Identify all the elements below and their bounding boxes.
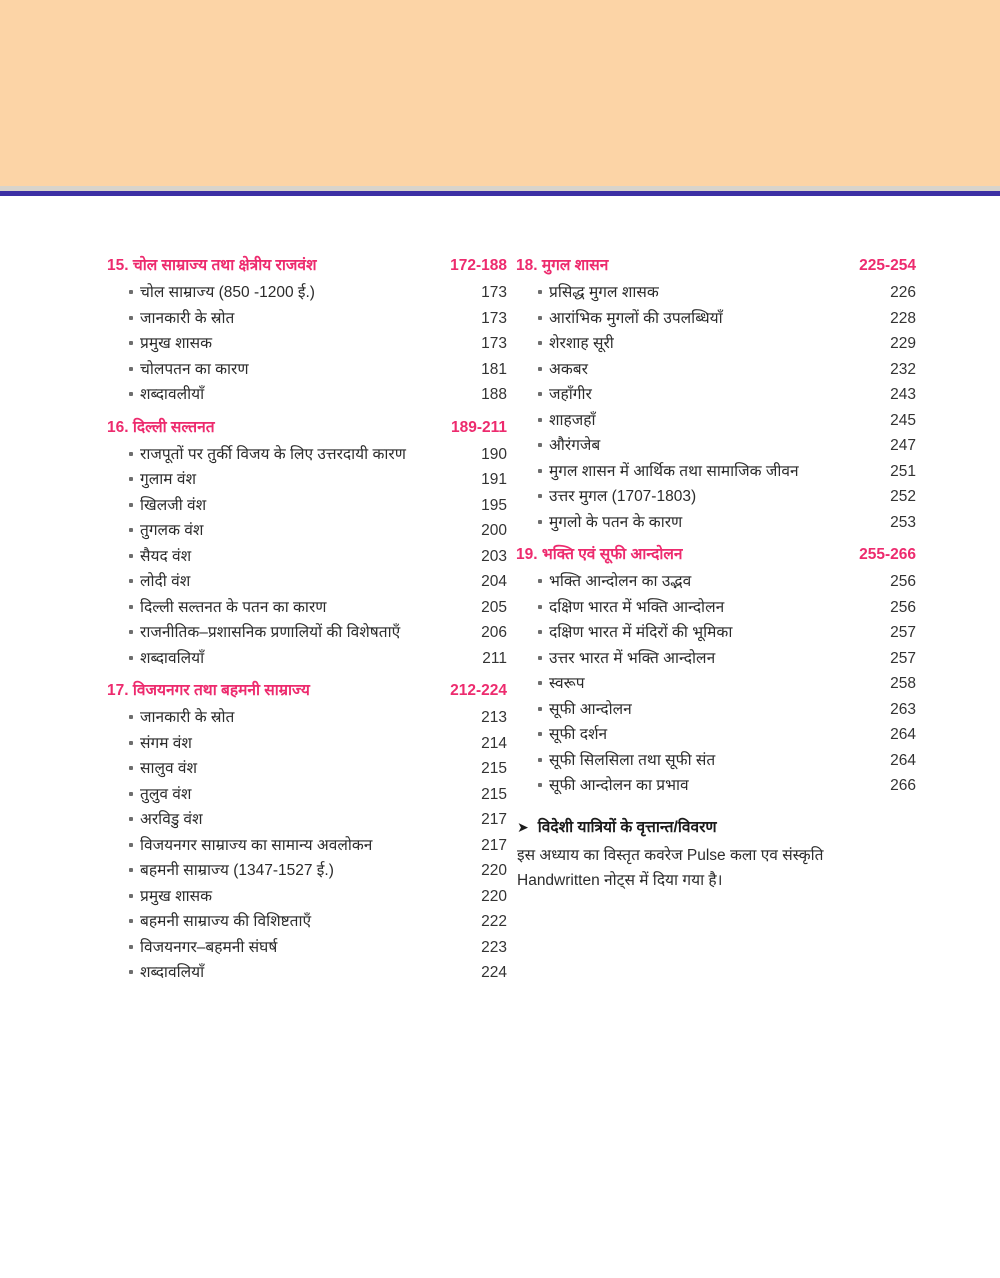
toc-entry-page: 232 — [890, 360, 916, 378]
section-title: 15. चोल साम्राज्य तथा क्षेत्रीय राजवंश — [107, 257, 317, 274]
toc-section — [107, 680, 507, 986]
toc-entry[interactable] — [107, 595, 507, 621]
toc-entry-label: संगम वंश — [140, 734, 192, 752]
toc-entry-label: प्रसिद्ध मुगल शासक — [549, 284, 659, 301]
toc-entry[interactable] — [107, 442, 507, 468]
toc-entry[interactable] — [516, 510, 916, 536]
toc-entry-page: 251 — [890, 462, 916, 480]
toc-entry-page: 181 — [481, 360, 507, 378]
toc-entry-page: 264 — [890, 751, 916, 769]
toc-entry-page: 214 — [481, 734, 507, 752]
bullet-icon — [129, 881, 140, 907]
toc-entry[interactable] — [107, 331, 507, 357]
toc-entry-page: 206 — [481, 624, 507, 641]
toc-entry-label: दक्षिण भारत में भक्ति आन्दोलन — [549, 598, 725, 616]
toc-entry-label: चोल साम्राज्य (850 -1200 ई.) — [140, 284, 315, 301]
toc-entry[interactable] — [107, 382, 507, 408]
toc-entry-label: सूफी आन्दोलन का प्रभाव — [549, 777, 689, 794]
toc-entry-page: 257 — [890, 649, 916, 667]
bullet-icon — [538, 617, 549, 643]
toc-entry-label: सैयद वंश — [140, 547, 192, 565]
toc-entry-label: चोलपतन का कारण — [140, 360, 249, 378]
bullet-icon — [129, 328, 140, 354]
bullet-icon — [538, 694, 549, 720]
toc-entry-label: दिल्ली सल्तनत के पतन का कारण — [140, 598, 327, 616]
toc-entry-label: तुगलक वंश — [140, 522, 204, 539]
toc-entry[interactable] — [107, 493, 507, 519]
toc-entry[interactable] — [107, 833, 507, 859]
toc-entry-label: बहमनी साम्राज्य (1347-1527 ई.) — [140, 862, 334, 879]
toc-entry[interactable] — [107, 731, 507, 757]
section-title: 18. मुगल शासन — [516, 257, 609, 274]
toc-entry-label: जानकारी के स्रोत — [140, 309, 235, 327]
toc-columns — [0, 255, 1000, 995]
toc-entry-page: 223 — [481, 938, 507, 956]
toc-entry[interactable] — [107, 909, 507, 935]
bullet-icon — [129, 855, 140, 881]
toc-entry-label: अरविडु वंश — [140, 811, 203, 828]
bullet-icon — [538, 566, 549, 592]
toc-entry[interactable] — [516, 331, 916, 357]
bullet-icon — [129, 702, 140, 728]
toc-entry-page: 226 — [890, 284, 916, 301]
toc-entry-page: 191 — [481, 471, 507, 488]
bullet-icon — [538, 430, 549, 456]
toc-entry-label: शेरशाह सूरी — [549, 335, 614, 352]
toc-entry-label: दक्षिण भारत में मंदिरों की भूमिका — [549, 624, 733, 641]
toc-entry[interactable] — [107, 357, 507, 383]
bullet-icon — [129, 804, 140, 830]
toc-entry-label: विजयनगर साम्राज्य का सामान्य अवलोकन — [140, 836, 373, 854]
section-page-range: 212-224 — [450, 682, 507, 699]
toc-entry-label: राजनीतिक–प्रशासनिक प्रणालियों की विशेषताएँ — [140, 624, 401, 641]
toc-entry[interactable] — [107, 646, 507, 672]
toc-entry-label: सालुव वंश — [140, 760, 198, 777]
toc-entry-page: 173 — [481, 309, 507, 327]
toc-entry[interactable] — [107, 782, 507, 808]
toc-entry[interactable] — [107, 306, 507, 332]
section-heading[interactable] — [107, 680, 507, 702]
toc-entry-label: तुलुव वंश — [140, 785, 192, 803]
toc-entry[interactable] — [516, 773, 916, 799]
toc-entry-label: आरांभिक मुगलों की उपलब्धियाँ — [549, 309, 723, 327]
bullet-icon — [129, 464, 140, 490]
footnote-block — [516, 815, 916, 893]
toc-entry-page: 263 — [890, 700, 916, 718]
toc-entry-page: 224 — [481, 964, 507, 981]
toc-entry-label: शाहजहाँ — [549, 411, 596, 429]
bullet-icon — [538, 643, 549, 669]
table-of-contents — [0, 255, 1000, 995]
toc-entry-page: 228 — [890, 309, 916, 327]
toc-entry-page: 256 — [890, 598, 916, 616]
toc-entry-page: 220 — [481, 887, 507, 905]
toc-entry-label: सूफी सिलसिला तथा सूफी संत — [549, 751, 716, 769]
header-blue-rule — [0, 191, 1000, 196]
toc-entry-label: भक्ति आन्दोलन का उद्भव — [549, 573, 692, 590]
toc-entry[interactable] — [107, 884, 507, 910]
bullet-icon — [129, 541, 140, 567]
footnote-heading — [517, 815, 916, 840]
toc-entry-label: अकबर — [549, 360, 588, 378]
toc-entry-label: सूफी आन्दोलन — [549, 700, 632, 718]
toc-entry[interactable] — [516, 569, 916, 595]
bullet-icon — [129, 643, 140, 669]
toc-entry-label: राजपूतों पर तुर्की विजय के लिए उत्तरदायी कारण — [140, 445, 406, 463]
toc-entry[interactable] — [516, 620, 916, 646]
toc-entry-page: 217 — [481, 836, 507, 854]
bullet-icon — [129, 566, 140, 592]
bullet-icon — [538, 592, 549, 618]
toc-entry-label: शब्दावलियाँ — [140, 649, 205, 667]
toc-entry-label: खिलजी वंश — [140, 496, 207, 514]
bullet-icon — [129, 932, 140, 958]
toc-entry-label: शब्दावलियाँ — [140, 964, 205, 981]
toc-entry-label: जहाँगीर — [549, 386, 592, 403]
section-page-range: 255-266 — [859, 546, 916, 563]
section-page-range: 189-211 — [450, 418, 507, 436]
toc-entry-page: 215 — [481, 760, 507, 777]
toc-entry[interactable] — [516, 748, 916, 774]
bullet-icon — [129, 957, 140, 983]
toc-entry[interactable] — [107, 705, 507, 731]
toc-entry-label: जानकारी के स्रोत — [140, 709, 235, 726]
bullet-icon — [538, 745, 549, 771]
bullet-icon — [538, 405, 549, 431]
bullet-icon — [538, 456, 549, 482]
toc-entry-label: विजयनगर–बहमनी संघर्ष — [140, 938, 278, 956]
toc-entry[interactable] — [516, 408, 916, 434]
toc-entry-page: 257 — [890, 624, 916, 641]
toc-entry[interactable] — [516, 484, 916, 510]
toc-entry-page: 252 — [890, 488, 916, 505]
bullet-icon — [129, 906, 140, 932]
toc-entry-page: 247 — [890, 437, 916, 454]
toc-entry-page: 200 — [481, 522, 507, 539]
toc-entry-page: 243 — [890, 386, 916, 403]
bullet-icon — [538, 719, 549, 745]
bullet-icon — [538, 668, 549, 694]
toc-entry[interactable] — [516, 459, 916, 485]
bullet-icon — [129, 277, 140, 303]
bullet-icon — [129, 753, 140, 779]
toc-entry[interactable] — [107, 467, 507, 493]
section-title: 19. भक्ति एवं सूफी आन्दोलन — [516, 546, 683, 563]
bullet-icon — [538, 354, 549, 380]
footnote-body: इस अध्याय का विस्तृत कवरेज Pulse कला एव संस्कृति Handwritten नोट्स में दिया गया है। — [517, 846, 824, 889]
toc-entry[interactable] — [516, 382, 916, 408]
toc-entry[interactable] — [107, 544, 507, 570]
toc-section — [107, 255, 507, 408]
toc-entry[interactable] — [516, 357, 916, 383]
bullet-icon — [538, 507, 549, 533]
toc-right-column — [516, 255, 916, 893]
toc-entry-label: उत्तर भारत में भक्ति आन्दोलन — [549, 649, 716, 667]
toc-section — [516, 544, 916, 799]
toc-entry-label: मुगलो के पतन के कारण — [549, 513, 683, 531]
bullet-icon — [129, 379, 140, 405]
toc-entry[interactable] — [516, 595, 916, 621]
toc-entry-page: 264 — [890, 726, 916, 743]
footnote-heading-label: विदेशी यात्रियों के वृत्तान्त/विवरण — [537, 818, 717, 836]
section-heading[interactable] — [516, 544, 916, 566]
toc-entry[interactable] — [107, 569, 507, 595]
bullet-icon — [538, 277, 549, 303]
toc-entry[interactable] — [107, 960, 507, 986]
bullet-icon — [129, 354, 140, 380]
toc-entry[interactable] — [107, 935, 507, 961]
toc-entry[interactable] — [516, 433, 916, 459]
toc-entry-page: 253 — [890, 513, 916, 531]
toc-entry-page: 195 — [481, 496, 507, 514]
toc-entry-label: लोदी वंश — [140, 573, 191, 590]
bullet-icon — [129, 490, 140, 516]
toc-entry-page: 211 — [482, 649, 507, 667]
toc-entry-label: प्रमुख शासक — [140, 335, 213, 352]
toc-entry-page: 205 — [481, 598, 507, 616]
toc-entry[interactable] — [516, 646, 916, 672]
toc-entry[interactable] — [516, 722, 916, 748]
arrow-right-icon: ➤ — [517, 818, 529, 835]
toc-entry[interactable] — [107, 620, 507, 646]
toc-entry-page: 258 — [890, 675, 916, 692]
toc-entry-page: 245 — [890, 411, 916, 429]
section-page-range: 172-188 — [450, 257, 507, 274]
toc-section — [516, 255, 916, 535]
toc-entry[interactable] — [516, 697, 916, 723]
toc-entry-page: 220 — [481, 862, 507, 879]
bullet-icon — [538, 328, 549, 354]
section-page-range: 225-254 — [859, 257, 916, 274]
bullet-icon — [129, 439, 140, 465]
toc-entry[interactable] — [107, 518, 507, 544]
bullet-icon — [538, 303, 549, 329]
bullet-icon — [129, 728, 140, 754]
bullet-icon — [129, 779, 140, 805]
section-heading[interactable] — [107, 255, 507, 277]
toc-entry-page: 204 — [481, 573, 507, 590]
section-title: 16. दिल्ली सल्तनत — [107, 418, 215, 436]
toc-entry-page: 215 — [481, 785, 507, 803]
section-heading[interactable] — [516, 255, 916, 277]
section-title: 17. विजयनगर तथा बहमनी साम्राज्य — [107, 682, 310, 699]
toc-entry-label: प्रमुख शासक — [140, 887, 213, 905]
toc-left-column — [107, 255, 507, 995]
toc-entry-page: 229 — [890, 335, 916, 352]
toc-entry[interactable] — [516, 306, 916, 332]
toc-entry-page: 256 — [890, 573, 916, 590]
toc-entry-page: 266 — [890, 777, 916, 794]
toc-entry[interactable] — [107, 756, 507, 782]
toc-entry-label: गुलाम वंश — [140, 471, 196, 488]
bullet-icon — [538, 379, 549, 405]
toc-entry[interactable] — [107, 858, 507, 884]
toc-entry-label: शब्दावलीयाँ — [140, 386, 205, 403]
bullet-icon — [129, 303, 140, 329]
bullet-icon — [538, 770, 549, 796]
toc-entry[interactable] — [516, 280, 916, 306]
bullet-icon — [129, 830, 140, 856]
toc-entry-label: मुगल शासन में आर्थिक तथा सामाजिक जीवन — [549, 462, 799, 480]
toc-entry-label: बहमनी साम्राज्य की विशिष्टताएँ — [140, 913, 312, 930]
bullet-icon — [129, 592, 140, 618]
header-decorative-band — [0, 0, 1000, 186]
bullet-icon — [129, 515, 140, 541]
section-heading[interactable] — [107, 417, 507, 439]
toc-entry-label: स्वरूप — [549, 675, 585, 692]
toc-entry-page: 173 — [481, 335, 507, 352]
toc-entry-page: 222 — [481, 913, 507, 930]
toc-entry-page: 190 — [481, 445, 507, 463]
toc-entry-label: औरंगजेब — [549, 437, 601, 454]
toc-entry-page: 217 — [481, 811, 507, 828]
toc-section — [107, 417, 507, 672]
toc-entry-page: 188 — [481, 386, 507, 403]
toc-entry-label: उत्तर मुगल (1707-1803) — [549, 488, 697, 505]
toc-entry-page: 203 — [481, 547, 507, 565]
toc-entry[interactable] — [107, 807, 507, 833]
toc-entry-page: 173 — [481, 284, 507, 301]
toc-entry[interactable] — [107, 280, 507, 306]
toc-entry[interactable] — [516, 671, 916, 697]
bullet-icon — [129, 617, 140, 643]
toc-entry-label: सूफी दर्शन — [549, 726, 608, 743]
bullet-icon — [538, 481, 549, 507]
toc-entry-page: 213 — [481, 709, 507, 726]
